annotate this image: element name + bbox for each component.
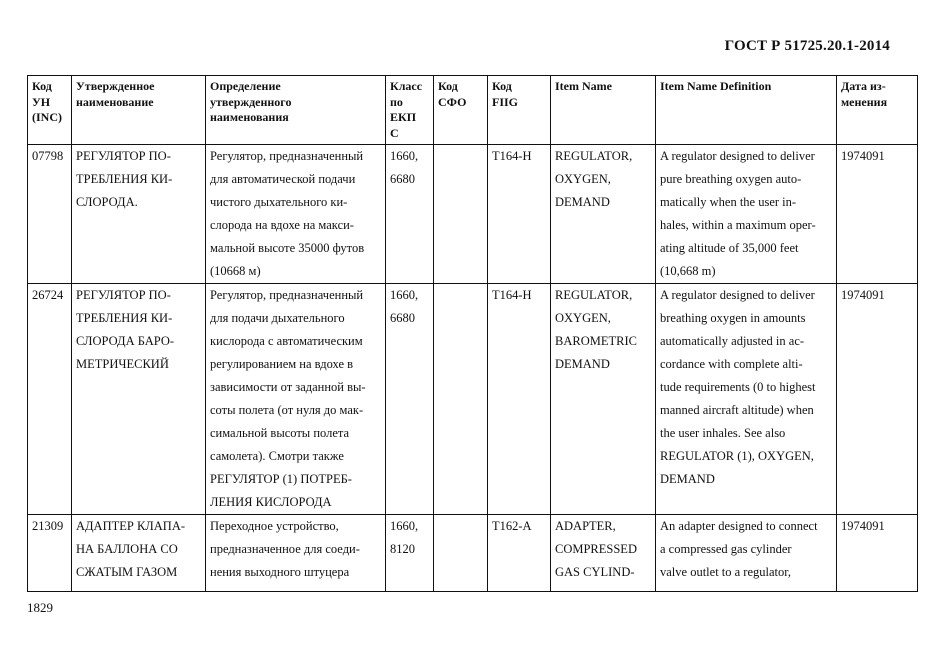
column-header-sfo: Код СФО — [434, 76, 488, 145]
cell-definition: Регулятор, предназначенный для автоматической подачи чистого дыхательного ки- слорода на вдохе на макси- мальной высоте 35000 футов (10668 м) — [206, 145, 386, 284]
cell-fiig: T164-H — [488, 145, 551, 284]
cell-definition: Переходное устройство, предназначенное для соеди- нения выходного штуцера — [206, 515, 386, 592]
column-header-fiig: Код FIIG — [488, 76, 551, 145]
column-header-inc: Код УН (INC) — [28, 76, 72, 145]
cell-change-date: 1974091 — [837, 515, 918, 592]
cell-item-name: ADAPTER, COMPRESSED GAS CYLIND- — [551, 515, 656, 592]
catalog-table — [27, 75, 918, 592]
cell-item-definition: A regulator designed to deliver breathing oxygen in amounts automatically adjusted in ac- cordance with complete alti- tude requirements (0 to highest manned aircraft altitude) when the user inhales. See also REGULATOR (1), OXYGEN, DEMAND — [656, 284, 837, 515]
cell-class: 1660, 6680 — [386, 284, 434, 515]
cell-inc: 07798 — [28, 145, 72, 284]
page-number: 1829 — [27, 600, 53, 615]
cell-fiig: T164-H — [488, 284, 551, 515]
cell-class: 1660, 8120 — [386, 515, 434, 592]
cell-sfo — [434, 284, 488, 515]
cell-item-definition: An adapter designed to connect a compressed gas cylinder valve outlet to a regulator, — [656, 515, 837, 592]
column-header-item-definition: Item Name Definition — [656, 76, 837, 145]
column-header-item-name: Item Name — [551, 76, 656, 145]
cell-inc: 26724 — [28, 284, 72, 515]
table-row — [28, 515, 918, 592]
cell-approved-name: РЕГУЛЯТОР ПО- ТРЕБЛЕНИЯ КИ- СЛОРОДА. — [72, 145, 206, 284]
cell-change-date: 1974091 — [837, 284, 918, 515]
cell-sfo — [434, 515, 488, 592]
cell-inc: 21309 — [28, 515, 72, 592]
column-header-approved-name: Утвержденное наименование — [72, 76, 206, 145]
cell-sfo — [434, 145, 488, 284]
column-header-class: Класс по ЕКП С — [386, 76, 434, 145]
cell-approved-name: АДАПТЕР КЛАПА- НА БАЛЛОНА СО СЖАТЫМ ГАЗОМ — [72, 515, 206, 592]
column-header-definition: Определение утвержденного наименования — [206, 76, 386, 145]
cell-item-name: REGULATOR, OXYGEN, BAROMETRIC DEMAND — [551, 284, 656, 515]
column-header-change-date: Дата из- менения — [837, 76, 918, 145]
cell-item-name: REGULATOR, OXYGEN, DEMAND — [551, 145, 656, 284]
table-row — [28, 145, 918, 284]
document-code: ГОСТ Р 51725.20.1-2014 — [724, 38, 890, 54]
cell-item-definition: A regulator designed to deliver pure breathing oxygen auto- matically when the user in- hales, within a maximum oper- ating altitude of 35,000 feet (10,668 m) — [656, 145, 837, 284]
cell-fiig: T162-A — [488, 515, 551, 592]
cell-approved-name: РЕГУЛЯТОР ПО- ТРЕБЛЕНИЯ КИ- СЛОРОДА БАРО- МЕТРИЧЕСКИЙ — [72, 284, 206, 515]
table-header-row — [28, 76, 918, 145]
cell-change-date: 1974091 — [837, 145, 918, 284]
table-row — [28, 284, 918, 515]
cell-definition: Регулятор, предназначенный для подачи дыхательного кислорода с автоматическим регулированием на вдохе в зависимости от заданной вы- соты полета (от нуля до мак- симальной высоты полета самолета). Смотри также РЕГУЛЯТОР (1) ПОТРЕБ- ЛЕНИЯ КИСЛОРОДА — [206, 284, 386, 515]
cell-class: 1660, 6680 — [386, 145, 434, 284]
